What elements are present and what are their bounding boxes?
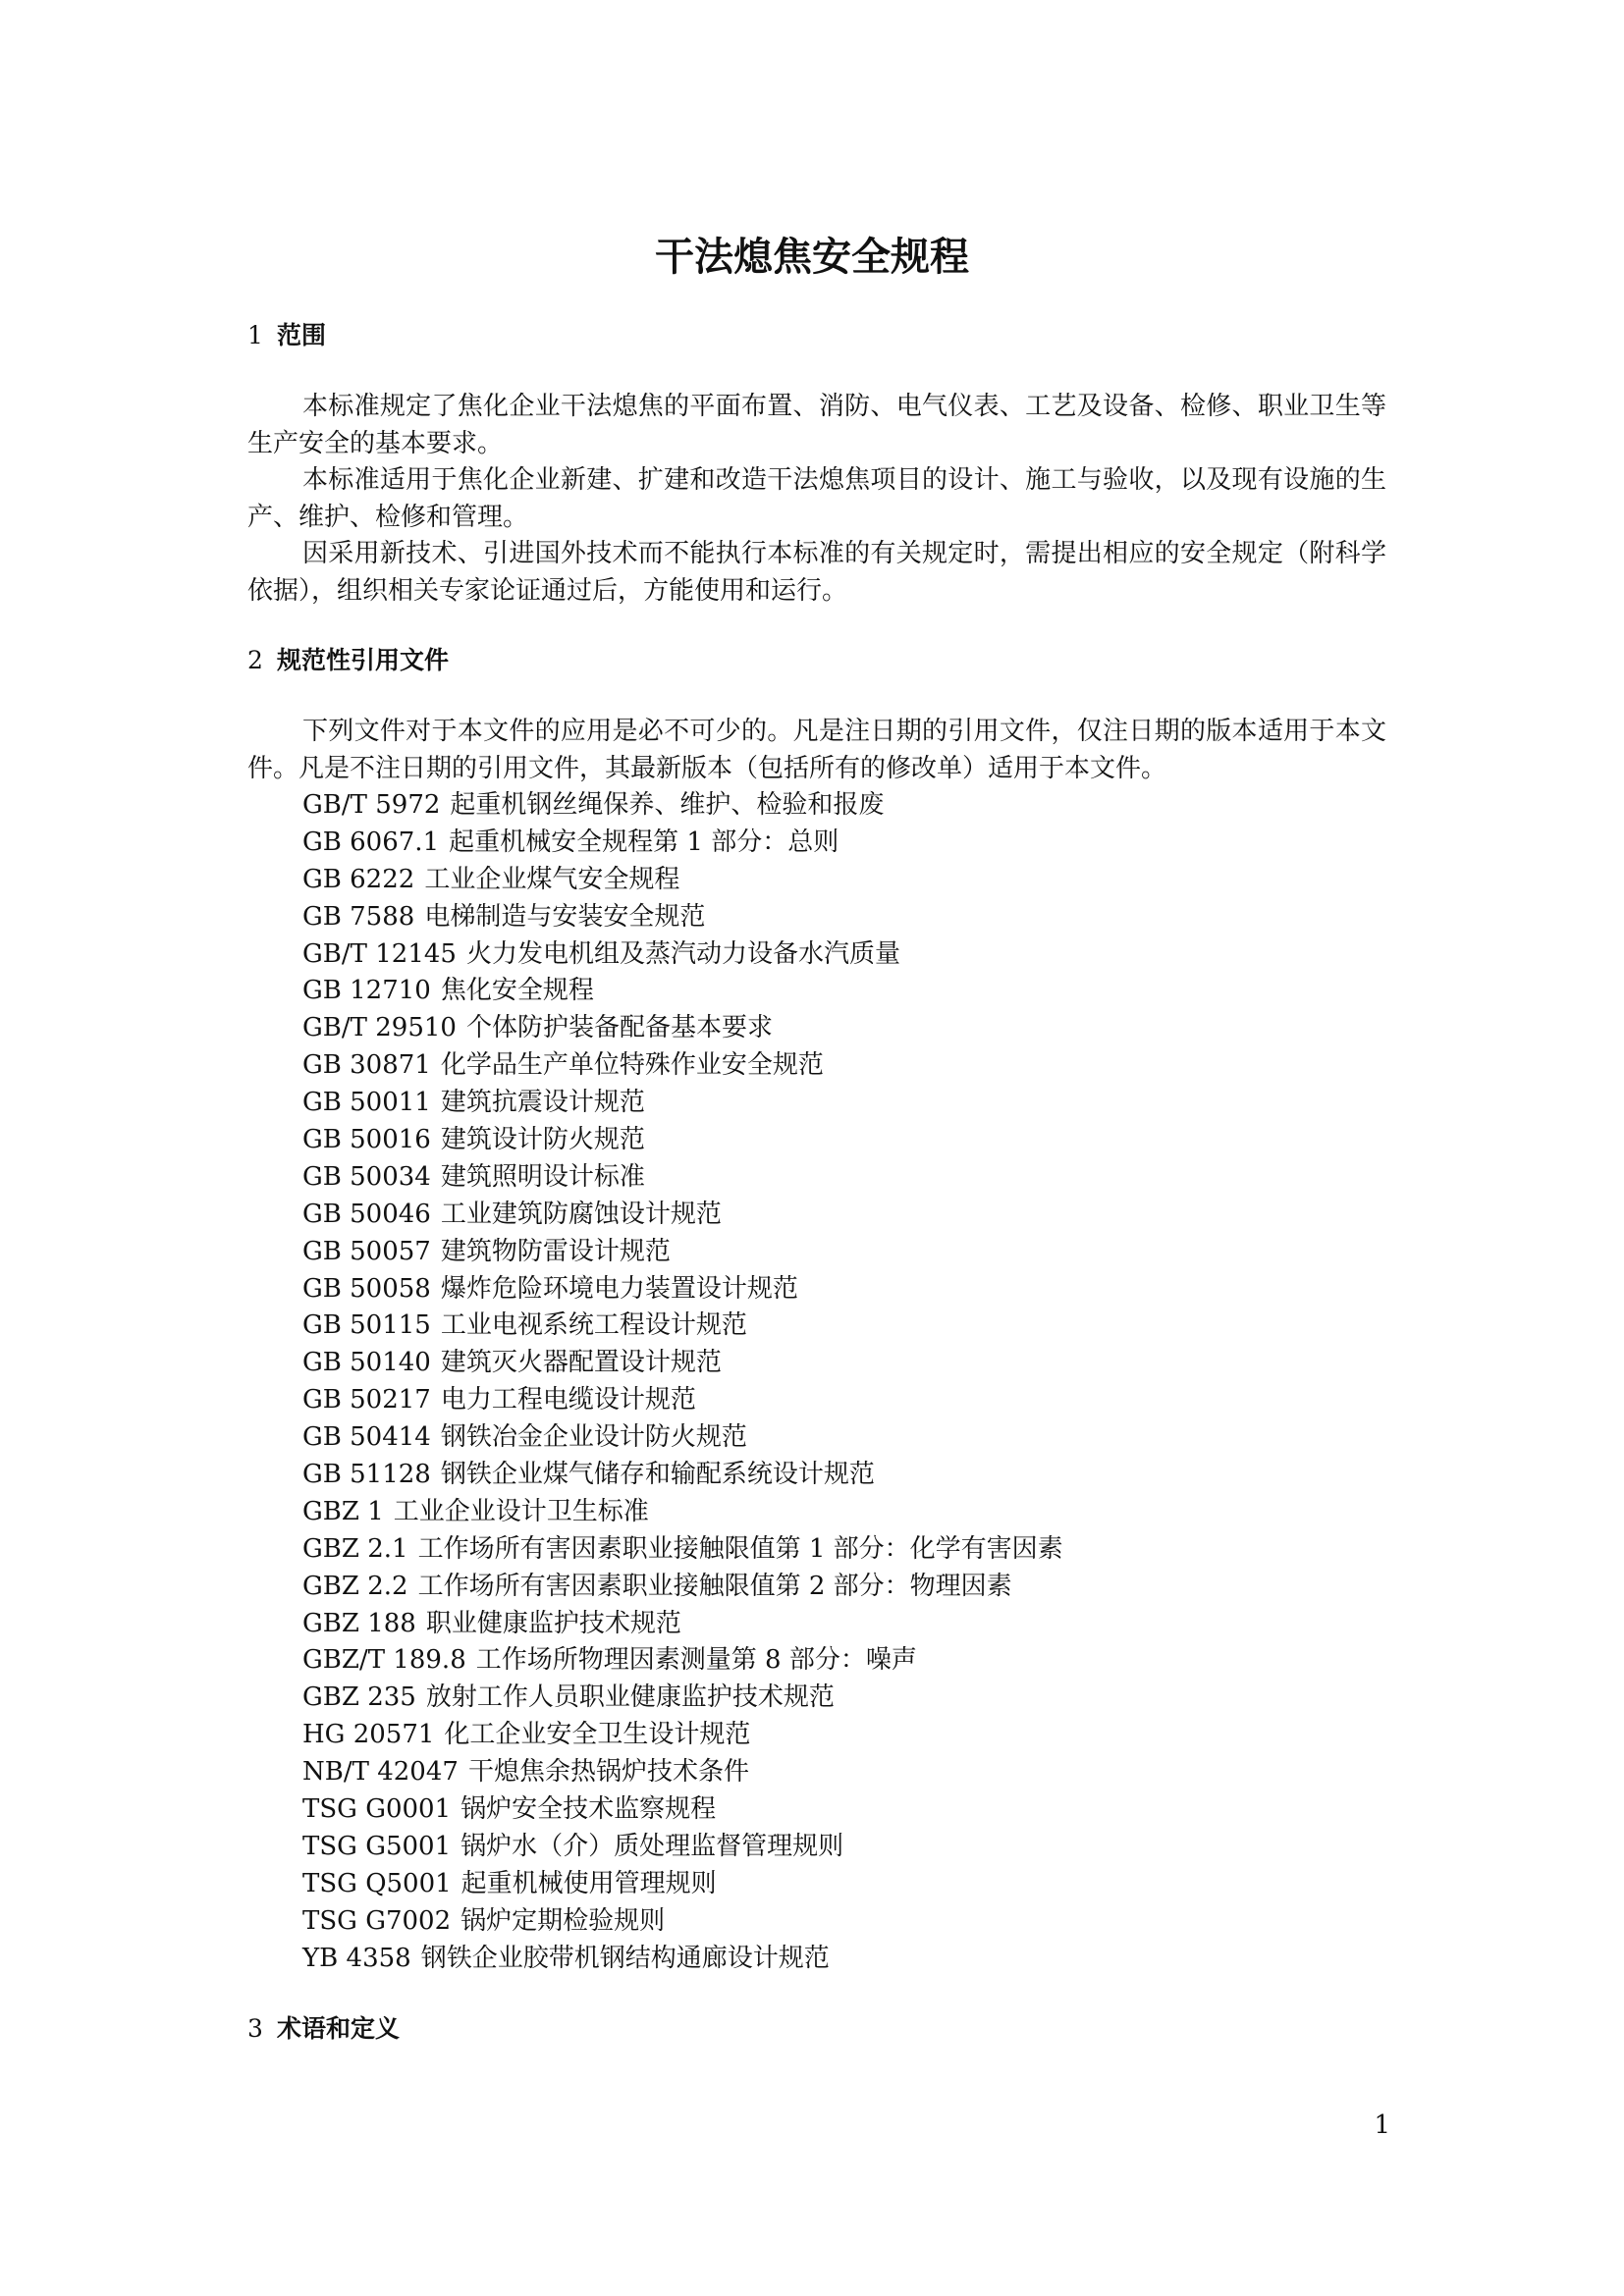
- spacer: [247, 1978, 1386, 2009]
- section-number: 1: [247, 321, 263, 349]
- reference-title: 建筑抗震设计规范: [440, 1088, 645, 1118]
- reference-title: 锅炉水（介）质处理监督管理规则: [460, 1831, 844, 1861]
- reference-code: TSG G0001: [302, 1794, 452, 1825]
- reference-item: [302, 1047, 1386, 1085]
- reference-code: GB 51128: [302, 1460, 431, 1490]
- reference-code: GB 12710: [302, 976, 431, 1006]
- reference-code: HG 20571: [302, 1720, 435, 1750]
- reference-code: GB 50058: [302, 1273, 431, 1304]
- reference-title: 工业电视系统工程设计规范: [440, 1310, 747, 1341]
- reference-code: GB/T 29510: [302, 1013, 457, 1043]
- reference-title: 建筑物防雷设计规范: [440, 1236, 671, 1266]
- reference-code: YB 4358: [302, 1943, 411, 1973]
- scope-paragraph: 本标准规定了焦化企业干法熄焦的平面布置、消防、电气仪表、工艺及设备、检修、职业卫生等生产安全的基本要求。: [247, 392, 1386, 458]
- reference-item: [302, 1122, 1386, 1159]
- reference-title: 电梯制造与安装安全规范: [424, 901, 706, 932]
- reference-title: 焦化安全规程: [440, 976, 594, 1006]
- reference-code: GBZ 235: [302, 1682, 416, 1713]
- reference-code: GB/T 5972: [302, 790, 441, 820]
- reference-item: [302, 1345, 1386, 1382]
- reference-code: GBZ 2.2: [302, 1571, 408, 1601]
- spacer: [247, 680, 1386, 714]
- spacer: [247, 355, 1386, 389]
- reference-item: [302, 1680, 1386, 1717]
- reference-title: 锅炉安全技术监察规程: [460, 1794, 717, 1825]
- reference-item: [302, 1494, 1386, 1531]
- reference-item: [302, 973, 1386, 1010]
- reference-item: [302, 825, 1386, 862]
- references-intro-paragraph: 下列文件对于本文件的应用是必不可少的。凡是注日期的引用文件，仅注日期的版本适用于本文件。凡是不注日期的引用文件，其最新版本（包括所有的修改单）适用于本文件。: [247, 717, 1386, 783]
- reference-code: GB 30871: [302, 1050, 431, 1081]
- reference-title: 起重机械使用管理规则: [460, 1868, 717, 1898]
- reference-title: 钢铁企业煤气储存和输配系统设计规范: [440, 1460, 875, 1490]
- reference-title: 放射工作人员职业健康监护技术规范: [425, 1682, 835, 1713]
- reference-title: 化工企业安全卫生设计规范: [444, 1720, 751, 1750]
- reference-item: [302, 1754, 1386, 1791]
- reference-title: 建筑灭火器配置设计规范: [440, 1348, 722, 1378]
- reference-item: [302, 1271, 1386, 1308]
- section-number: 2: [247, 646, 263, 674]
- reference-title: 职业健康监护技术规范: [425, 1608, 681, 1638]
- reference-code: GB 6067.1: [302, 827, 440, 857]
- reference-item: [302, 1903, 1386, 1941]
- scope-paragraph: 本标准适用于焦化企业新建、扩建和改造干法熄焦项目的设计、施工与验收，以及现有设施的生产、维护、检修和管理。: [247, 465, 1386, 532]
- reference-item: [302, 1531, 1386, 1569]
- reference-code: NB/T 42047: [302, 1757, 459, 1788]
- reference-code: TSG G5001: [302, 1831, 452, 1861]
- reference-item: [302, 1866, 1386, 1903]
- reference-title: 工作场所有害因素职业接触限值第 2 部分：物理因素: [417, 1571, 1012, 1601]
- reference-code: GB 50414: [302, 1422, 431, 1453]
- reference-code: TSG Q5001: [302, 1868, 452, 1898]
- reference-code: GB 50057: [302, 1236, 431, 1266]
- reference-code: GB 50034: [302, 1161, 431, 1192]
- reference-code: GBZ 2.1: [302, 1533, 408, 1564]
- reference-item: [302, 787, 1386, 825]
- reference-code: GB 7588: [302, 901, 415, 932]
- reference-item: [302, 862, 1386, 899]
- section-title: 术语和定义: [277, 2013, 401, 2043]
- reference-item: [302, 1642, 1386, 1680]
- reference-code: GBZ/T 189.8: [302, 1645, 466, 1676]
- spacer: [247, 610, 1386, 641]
- reference-title: 建筑设计防火规范: [440, 1125, 645, 1155]
- reference-item: [302, 1234, 1386, 1271]
- reference-code: GB 50140: [302, 1348, 431, 1378]
- reference-code: GB 50217: [302, 1385, 431, 1415]
- reference-item: [302, 1382, 1386, 1419]
- reference-title: 钢铁冶金企业设计防火规范: [440, 1422, 747, 1453]
- reference-code: GB 50046: [302, 1199, 431, 1229]
- document-title: 干法熄焦安全规程: [655, 235, 969, 280]
- reference-item: [302, 899, 1386, 936]
- section-heading-normative-references: [247, 641, 1386, 680]
- section-number: 3: [247, 2013, 263, 2043]
- reference-title: 工作场所物理因素测量第 8 部分：噪声: [475, 1645, 917, 1676]
- reference-title: 干熄焦余热锅炉技术条件: [467, 1757, 749, 1788]
- reference-item: [302, 1569, 1386, 1606]
- reference-item: [302, 1010, 1386, 1047]
- reference-item: [302, 1829, 1386, 1866]
- reference-title: 工业企业设计卫生标准: [393, 1496, 649, 1526]
- reference-item: [302, 936, 1386, 974]
- reference-title: 建筑照明设计标准: [440, 1161, 645, 1192]
- reference-title: 起重机钢丝绳保养、维护、检验和报废: [450, 790, 885, 820]
- reference-list: [247, 787, 1386, 1978]
- reference-code: GB 50011: [302, 1088, 431, 1118]
- reference-code: GB 6222: [302, 864, 415, 894]
- reference-code: TSG G7002: [302, 1905, 452, 1936]
- reference-title: 起重机械安全规程第 1 部分：总则: [449, 827, 839, 857]
- reference-item: [302, 1791, 1386, 1829]
- reference-item: [302, 1197, 1386, 1234]
- section-title: 规范性引用文件: [277, 646, 450, 674]
- reference-item: [302, 1159, 1386, 1197]
- reference-code: GB 50016: [302, 1125, 431, 1155]
- reference-code: GBZ 188: [302, 1608, 416, 1638]
- section-heading-terms-and-definitions: [247, 2009, 1386, 2049]
- reference-code: GBZ 1: [302, 1496, 384, 1526]
- reference-title: 工业建筑防腐蚀设计规范: [440, 1199, 722, 1229]
- page-number: 1: [1374, 2110, 1390, 2140]
- section-title: 范围: [277, 321, 327, 349]
- reference-item: [302, 1419, 1386, 1457]
- reference-item: [302, 1308, 1386, 1345]
- reference-item: [302, 1085, 1386, 1122]
- scope-paragraph: 因采用新技术、引进国外技术而不能执行本标准的有关规定时，需提出相应的安全规定（附科学依据），组织相关专家论证通过后，方能使用和运行。: [247, 539, 1386, 606]
- reference-code: GB 50115: [302, 1310, 431, 1341]
- reference-title: 锅炉定期检验规则: [460, 1905, 666, 1936]
- section-heading-scope: [247, 316, 1386, 355]
- reference-title: 工作场所有害因素职业接触限值第 1 部分：化学有害因素: [417, 1533, 1063, 1564]
- reference-title: 电力工程电缆设计规范: [440, 1385, 696, 1415]
- document-body: [247, 316, 1386, 2049]
- reference-title: 化学品生产单位特殊作业安全规范: [440, 1050, 824, 1081]
- reference-item: [302, 1606, 1386, 1643]
- reference-item: [302, 1941, 1386, 1978]
- reference-code: GB/T 12145: [302, 938, 457, 969]
- reference-title: 工业企业煤气安全规程: [424, 864, 680, 894]
- reference-title: 火力发电机组及蒸汽动力设备水汽质量: [465, 938, 900, 969]
- reference-title: 钢铁企业胶带机钢结构通廊设计规范: [420, 1943, 830, 1973]
- reference-item: [302, 1457, 1386, 1494]
- reference-item: [302, 1717, 1386, 1754]
- reference-title: 个体防护装备配备基本要求: [465, 1013, 773, 1043]
- reference-title: 爆炸危险环境电力装置设计规范: [440, 1273, 798, 1304]
